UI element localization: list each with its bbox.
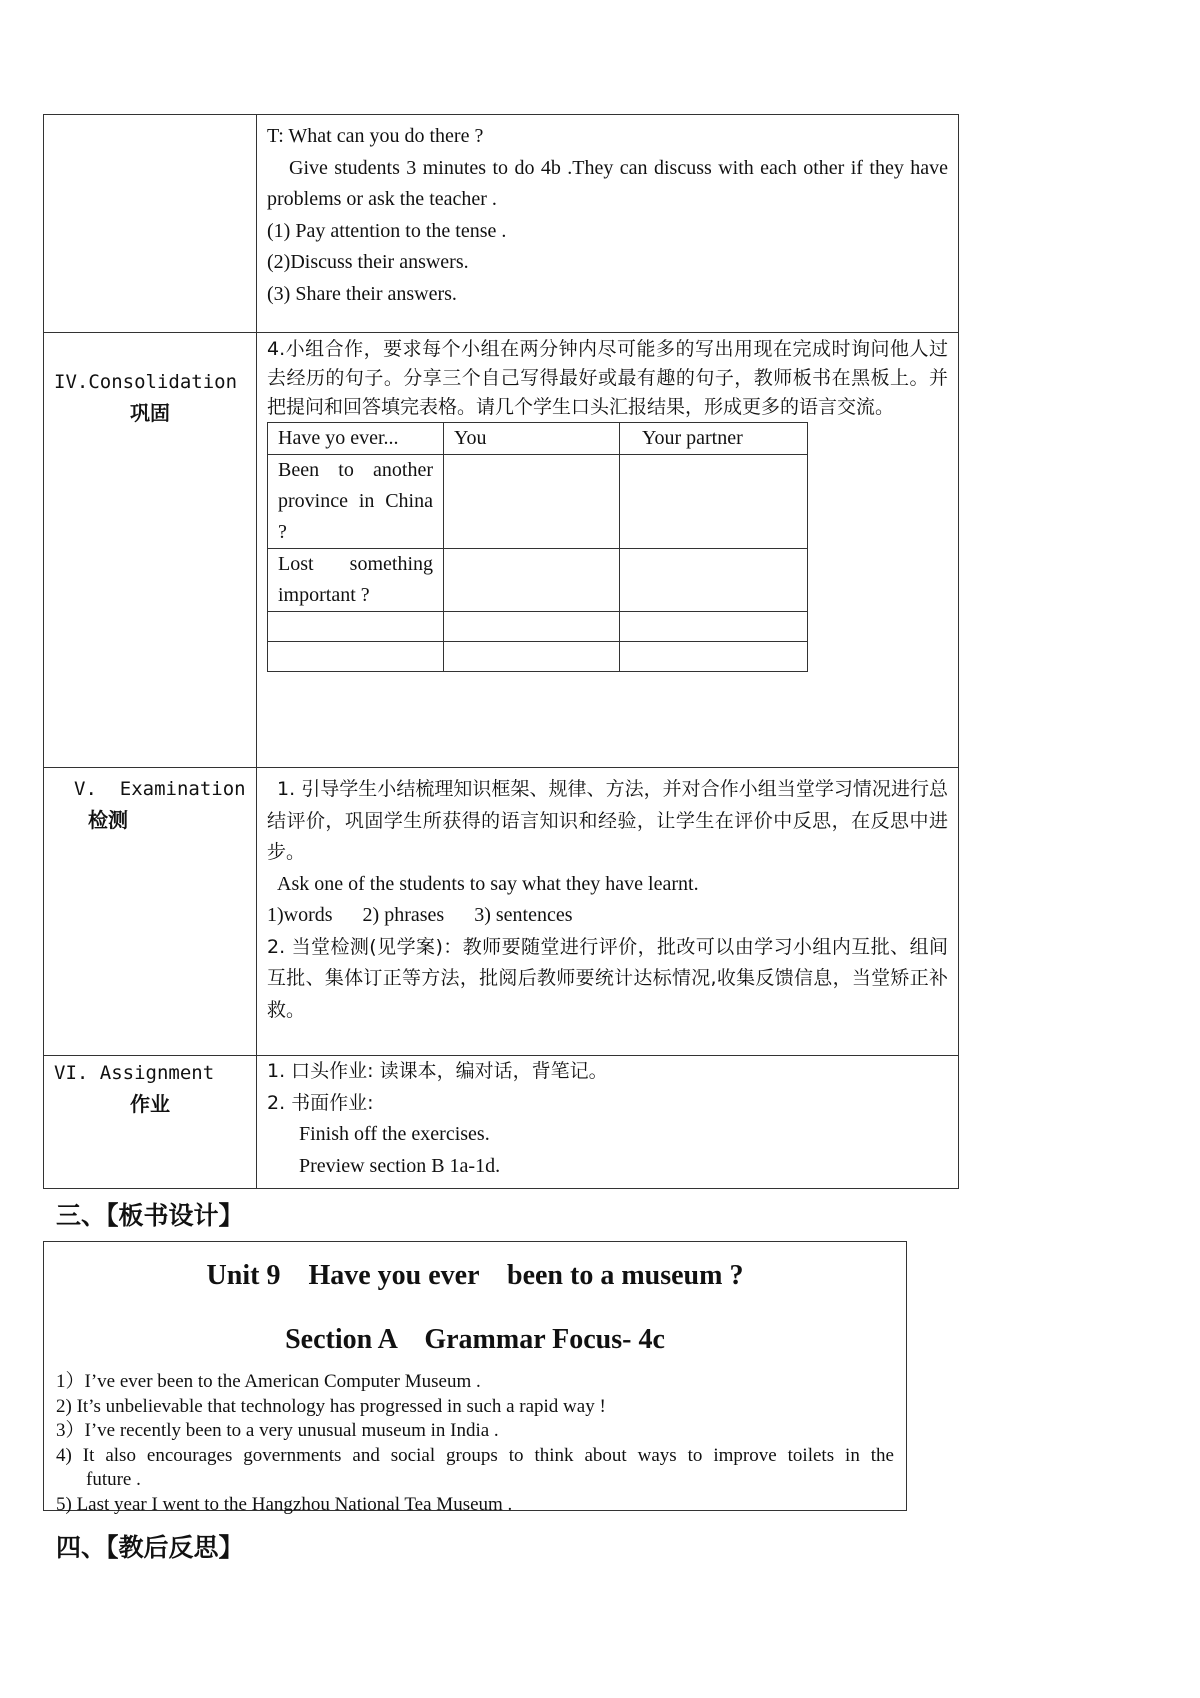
table-row-examination [44, 768, 959, 1056]
survey-cell: Been to another province in China ? [268, 455, 444, 549]
assignment-line: 2. 书面作业: [267, 1091, 374, 1114]
section-heading-board-design: 三、【板书设计】 [56, 1201, 244, 1230]
board-sentence: future . [86, 1469, 141, 1490]
survey-cell [620, 612, 808, 642]
survey-row [268, 612, 808, 642]
survey-cell: Lost something important ? [268, 549, 444, 612]
board-sentence: 2) It’s unbelievable that technology has progressed in such a rapid way ! [56, 1395, 606, 1417]
survey-header-row [268, 423, 808, 455]
practice-line: (1) Pay attention to the tense . [267, 219, 507, 242]
stage-label-cn: 作业 [130, 1092, 170, 1116]
examination-content [257, 768, 959, 1056]
survey-table [267, 422, 808, 672]
survey-cell [620, 642, 808, 672]
survey-cell [444, 612, 620, 642]
examination-line: 1)words 2) phrases 3) sentences [267, 904, 573, 926]
survey-row [268, 455, 808, 549]
practice-line: (2)Discuss their answers. [267, 251, 469, 273]
assignment-line: Preview section B 1a-1d. [299, 1154, 501, 1177]
stage-label-en: VI. Assignment [54, 1062, 215, 1084]
stage-label-en: IV.Consolidation [54, 371, 238, 393]
practice-content [257, 115, 959, 333]
practice-line: (3) Share their answers. [267, 282, 457, 305]
board-sentence: 4) It also encourages governments and social groups to think about ways to improve toilets in the [56, 1444, 894, 1466]
assignment-line: Finish off the exercises. [299, 1123, 490, 1145]
board-design-box [43, 1241, 907, 1515]
practice-line: T: What can you do there ? [267, 125, 484, 147]
survey-cell [444, 455, 620, 549]
survey-header-cell: Have yo ever... [268, 423, 444, 455]
board-sentence: 5) Last year I went to the Hangzhou National Tea Museum . [56, 1493, 513, 1515]
survey-cell [444, 549, 620, 612]
examination-line: Ask one of the students to say what they have learnt. [277, 872, 699, 895]
survey-cell [620, 549, 808, 612]
survey-row [268, 642, 808, 672]
lesson-procedure-table [43, 114, 959, 1189]
board-title-section: Section A Grammar Focus- 4c [285, 1324, 665, 1355]
stage-label-cn: 巩固 [130, 401, 170, 425]
survey-row [268, 549, 808, 612]
survey-cell [268, 612, 444, 642]
board-sentence: 3）I’ve recently been to a very unusual museum in India . [56, 1420, 499, 1441]
stage-label-cn: 检测 [88, 808, 128, 832]
assignment-line: 1. 口头作业: 读课本，编对话，背笔记。 [267, 1060, 608, 1082]
stage-label-en: V. Examination [74, 778, 246, 800]
assignment-content [257, 1056, 959, 1189]
table-row-practice [44, 115, 959, 333]
section-heading-reflection: 四、【教后反思】 [56, 1533, 244, 1562]
board-sentence-list [56, 1370, 894, 1517]
survey-header-cell: You [444, 423, 620, 455]
practice-line: Give students 3 minutes to do 4b .They can discuss with each other if they have problems or ask the teacher . [267, 156, 948, 210]
survey-cell [268, 642, 444, 672]
stage-cell-examination [44, 768, 257, 1056]
examination-line: 2. 当堂检测(见学案)：教师要随堂进行评价，批改可以由学习小组内互批、组间互批、集体订正等方法，批阅后教师要统计达标情况,收集反馈信息，当堂矫正补救。 [267, 935, 948, 1021]
table-row-consolidation [44, 333, 959, 768]
consolidation-instruction: 4.小组合作，要求每个小组在两分钟内尽可能多的写出用现在完成时询问他人过去经历的句子。分享三个自己写得最好或最有趣的句子，教师板书在黑板上。并把提问和回答填完表格。请几个学生口头汇报结果，形成更多的语言交流。 [267, 338, 948, 418]
survey-cell [444, 642, 620, 672]
stage-cell-consolidation [44, 333, 257, 768]
board-sentence: 1）I’ve ever been to the American Computer Museum . [56, 1371, 481, 1392]
table-row-assignment [44, 1056, 959, 1189]
survey-header-cell: Your partner [620, 423, 808, 455]
stage-cell-empty [44, 115, 257, 333]
survey-cell [620, 455, 808, 549]
examination-line: 1. 引导学生小结梳理知识框架、规律、方法，并对合作小组当堂学习情况进行总结评价，巩固学生所获得的语言知识和经验，让学生在评价中反思，在反思中进步。 [267, 778, 948, 863]
board-title-unit: Unit 9 Have you ever been to a museum ? [206, 1260, 744, 1291]
stage-cell-assignment [44, 1056, 257, 1189]
consolidation-content [257, 333, 959, 768]
